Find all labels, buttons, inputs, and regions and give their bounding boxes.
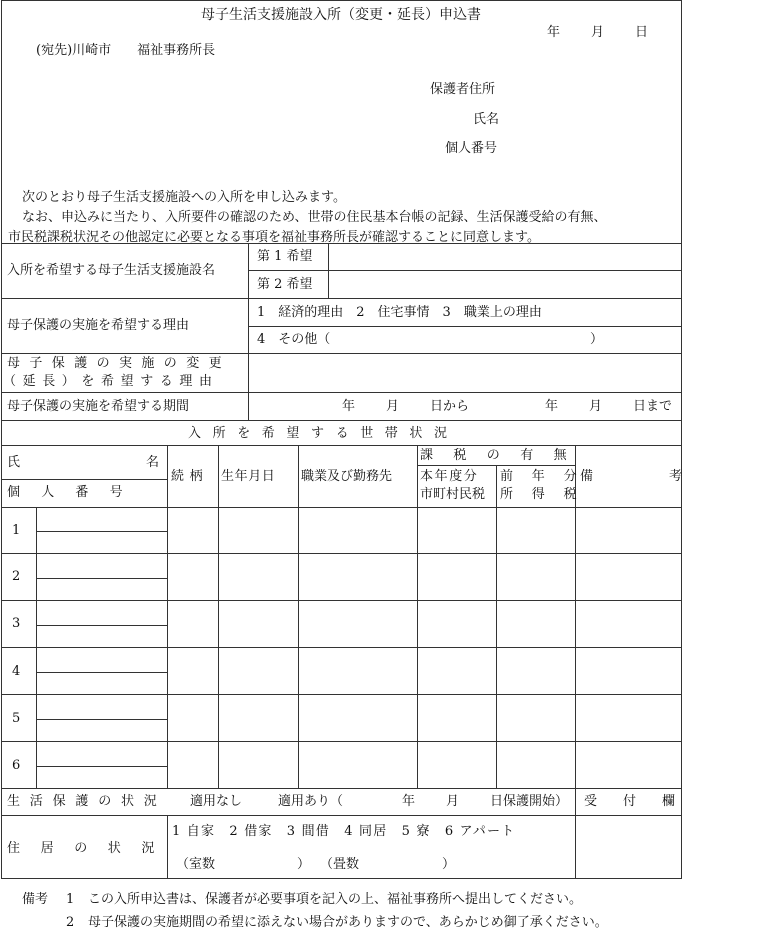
housing-tatami-close: ） — [442, 857, 456, 872]
change-reason-line-1: 母子保護の実施の変更 — [7, 356, 232, 371]
facility-label: 入所を希望する母子生活支援施設名 — [7, 263, 216, 278]
welfare-start: 日保護開始） — [490, 794, 569, 809]
col-job: 職業及び勤務先 — [301, 469, 393, 484]
reason-label: 母子保護の実施を希望する理由 — [7, 318, 190, 333]
guardian-address-label: 保護者住所 — [430, 82, 496, 97]
date-year: 年 — [547, 25, 561, 40]
welfare-year: 年 — [402, 794, 416, 809]
welfare-month: 月 — [446, 794, 460, 809]
note-1-number: 1 — [66, 892, 75, 907]
col-tax: 課税の有無 — [420, 448, 588, 463]
welfare-applied[interactable]: 適用あり（ — [278, 794, 344, 809]
note-2: 母子保護の実施期間の希望に添えない場合がありますので、あらかじめ御了承ください。 — [88, 915, 608, 930]
welfare-none[interactable]: 適用なし — [190, 794, 243, 809]
row-number-6: 6 — [12, 758, 21, 773]
form-title: 母子生活支援施設入所（変更・延長）申込書 — [201, 7, 481, 23]
housing-rooms-close: ） — [297, 857, 311, 872]
row-number-3: 3 — [12, 616, 21, 631]
welfare-label: 生活保護の状況 — [7, 794, 167, 809]
intro-line-2: なお、申込みに当たり、入所要件の確認のため、世帯の住民基本台帳の記録、生活保護受給の有無、 — [22, 210, 607, 225]
facility-choice-1: 第 1 希望 — [257, 249, 313, 264]
note-2-number: 2 — [66, 915, 75, 930]
period-year-1: 年 — [342, 399, 356, 414]
col-number: 個人番号 — [7, 485, 144, 500]
addressee: (宛先)川崎市 福祉事務所長 — [36, 43, 216, 58]
row-number-1: 1 — [12, 523, 21, 538]
col-birth: 生年月日 — [221, 469, 276, 484]
row-number-2: 2 — [12, 569, 21, 584]
facility-choice-2-field[interactable] — [330, 272, 680, 296]
reason-options[interactable]: 1 経済的理由 2 住宅事情 3 職業上の理由 — [257, 305, 542, 320]
intro-line-1: 次のとおり母子生活支援施設への入所を申し込みます。 — [22, 190, 346, 205]
row-number-4: 4 — [12, 664, 21, 679]
col-tax-current-2: 市町村民税 — [420, 487, 486, 502]
period-until: 日まで — [633, 399, 673, 414]
note-1: この入所申込書は、保護者が必要事項を記入の上、福祉事務所へ提出してください。 — [88, 892, 583, 907]
reason-other[interactable]: 4 その他（ — [257, 332, 331, 347]
col-relation: 続柄 — [171, 469, 209, 484]
period-year-2: 年 — [545, 399, 559, 414]
change-reason-line-2: （延長）を希望する理由 — [3, 374, 219, 389]
change-reason-field[interactable] — [250, 355, 680, 391]
received-label: 受付欄 — [584, 794, 702, 809]
col-tax-prev-2: 所得税 — [500, 487, 596, 502]
period-from: 日から — [430, 399, 470, 414]
facility-choice-1-field[interactable] — [330, 245, 680, 269]
housing-label: 住居の状況 — [7, 841, 176, 856]
notes-label: 備考 — [22, 892, 49, 907]
period-month-2: 月 — [589, 399, 603, 414]
period-month-1: 月 — [386, 399, 400, 414]
col-remarks: 備考 — [580, 469, 758, 484]
col-tax-prev-1: 前年分 — [500, 469, 596, 484]
housing-tatami: （畳数 — [320, 857, 360, 872]
date-month: 月 — [591, 25, 605, 40]
period-label: 母子保護の実施を希望する期間 — [7, 399, 190, 414]
housing-rooms: （室数 — [176, 857, 216, 872]
col-name: 氏名 — [7, 455, 286, 470]
facility-choice-2: 第 2 希望 — [257, 277, 313, 292]
guardian-name-label: 氏名 — [473, 112, 500, 127]
guardian-number-label: 個人番号 — [445, 141, 498, 156]
row-number-5: 5 — [12, 711, 21, 726]
household-title: 入所を希望する世帯状況 — [188, 426, 459, 441]
housing-options[interactable]: 1 自家 2 借家 3 間借 4 同居 5 寮 6 アパート — [172, 824, 516, 839]
reason-other-close: ） — [590, 332, 604, 347]
col-tax-current-1: 本年度分 — [420, 469, 479, 484]
date-day: 日 — [635, 25, 649, 40]
intro-line-3: 市民税課税状況その他認定に必要となる事項を福祉事務所長が確認することに同意します。 — [8, 230, 540, 245]
